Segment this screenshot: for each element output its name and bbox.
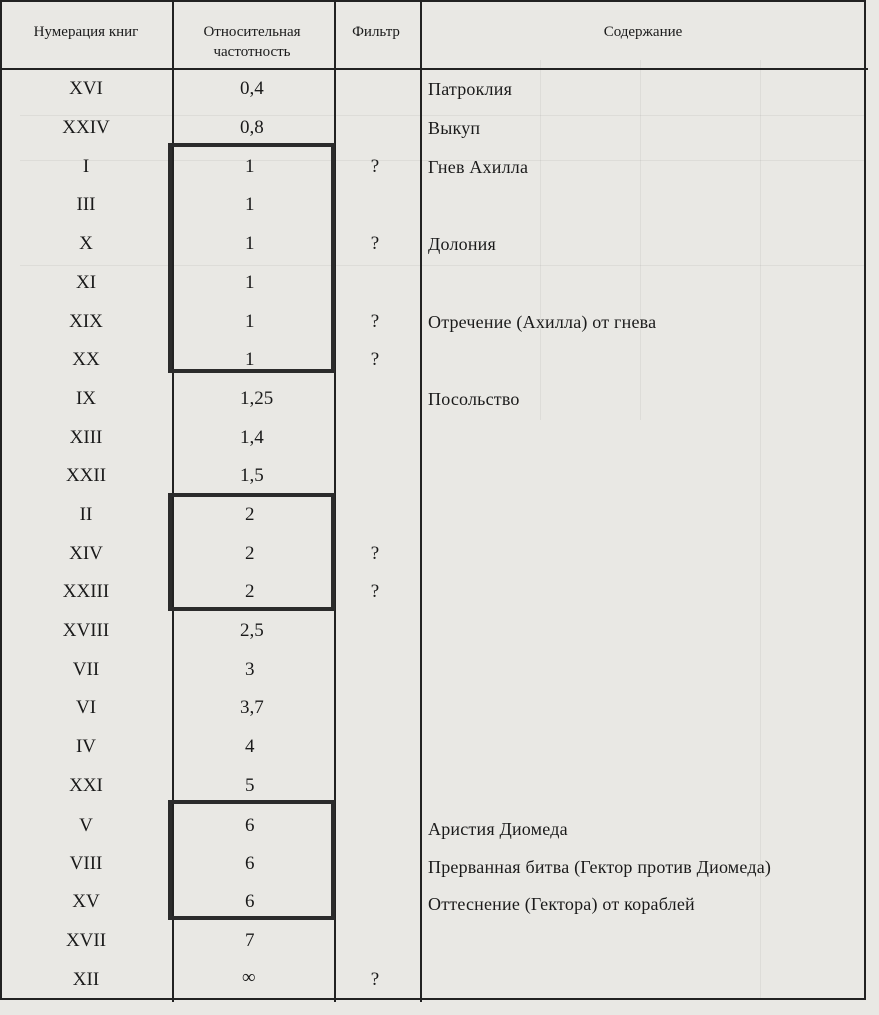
frequency-value: 3,7 — [240, 697, 264, 718]
book-number: VIII — [69, 853, 103, 874]
content-text: Патроклия — [428, 79, 513, 99]
book-number: V — [79, 815, 93, 836]
content-text: Гнев Ахилла — [428, 157, 529, 177]
book-number: VI — [75, 697, 97, 718]
frequency-value: 1 — [245, 194, 255, 215]
header-divider — [2, 68, 868, 70]
content-text: Аристия Диомеда — [428, 819, 568, 839]
book-number: VII — [72, 659, 100, 680]
filter-mark: ? — [370, 581, 380, 602]
book-number: III — [76, 194, 96, 215]
frequency-value: 4 — [245, 736, 255, 757]
content-text: Отречение (Ахилла) от гнева — [428, 312, 657, 332]
book-number: IV — [75, 736, 97, 757]
book-number: XVI — [69, 78, 103, 99]
content-text: Выкуп — [428, 118, 481, 138]
frequency-value: 1,4 — [240, 427, 264, 448]
content-text: Посольство — [428, 389, 520, 409]
frequency-value: 1 — [245, 233, 255, 254]
book-number: XXIV — [62, 117, 110, 138]
book-number: XXIII — [62, 581, 110, 602]
book-number: XX — [72, 349, 100, 370]
book-number: XVIII — [62, 620, 110, 641]
content-text: Долония — [428, 234, 496, 254]
book-number: XII — [72, 969, 100, 990]
frequency-value: 6 — [245, 815, 255, 836]
book-number: IX — [75, 388, 97, 409]
frequency-value: 3 — [245, 659, 255, 680]
book-number: XXI — [69, 775, 103, 796]
header-filter: Фильтр — [352, 24, 400, 40]
frequency-value: 7 — [245, 930, 255, 951]
filter-mark: ? — [370, 233, 380, 254]
frequency-value: 2 — [245, 504, 255, 525]
frequency-value: 1,5 — [240, 465, 264, 486]
header-content: Содержание — [603, 24, 683, 40]
frequency-value: 1 — [245, 349, 255, 370]
header-numbering: Нумерация книг — [33, 24, 139, 40]
book-number: X — [79, 233, 93, 254]
frequency-value: 2 — [245, 581, 255, 602]
frequency-value: 2,5 — [240, 620, 264, 641]
book-number: XIX — [69, 311, 103, 332]
book-number: XIV — [69, 543, 103, 564]
frequency-value: 1 — [245, 156, 255, 177]
book-number: XI — [75, 272, 97, 293]
column-divider — [420, 2, 422, 1002]
filter-mark: ? — [370, 156, 380, 177]
frequency-value: 0,8 — [240, 117, 264, 138]
book-number: XXII — [65, 465, 107, 486]
frequency-value: 5 — [245, 775, 255, 796]
frequency-value: 0,4 — [240, 78, 264, 99]
frequency-value: 1 — [245, 311, 255, 332]
header-frequency-line2: частотность — [213, 44, 291, 60]
frequency-value: 6 — [245, 891, 255, 912]
book-number: XIII — [69, 427, 103, 448]
book-number: I — [82, 156, 90, 177]
frequency-value: 2 — [245, 543, 255, 564]
filter-mark: ? — [370, 543, 380, 564]
filter-mark: ? — [370, 311, 380, 332]
frequency-value: 6 — [245, 853, 255, 874]
content-text: Оттеснение (Гектора) от кораблей — [428, 894, 695, 914]
content-text: Прерванная битва (Гектор против Диомеда) — [428, 857, 772, 877]
frequency-value: 1,25 — [240, 388, 274, 409]
header-frequency-line1: Относительная — [203, 24, 301, 40]
filter-mark: ? — [370, 969, 380, 990]
frequency-value: ∞ — [242, 967, 256, 988]
book-number: XV — [72, 891, 100, 912]
book-number: II — [79, 504, 93, 525]
filter-mark: ? — [370, 349, 380, 370]
book-number: XVII — [65, 930, 107, 951]
frequency-value: 1 — [245, 272, 255, 293]
